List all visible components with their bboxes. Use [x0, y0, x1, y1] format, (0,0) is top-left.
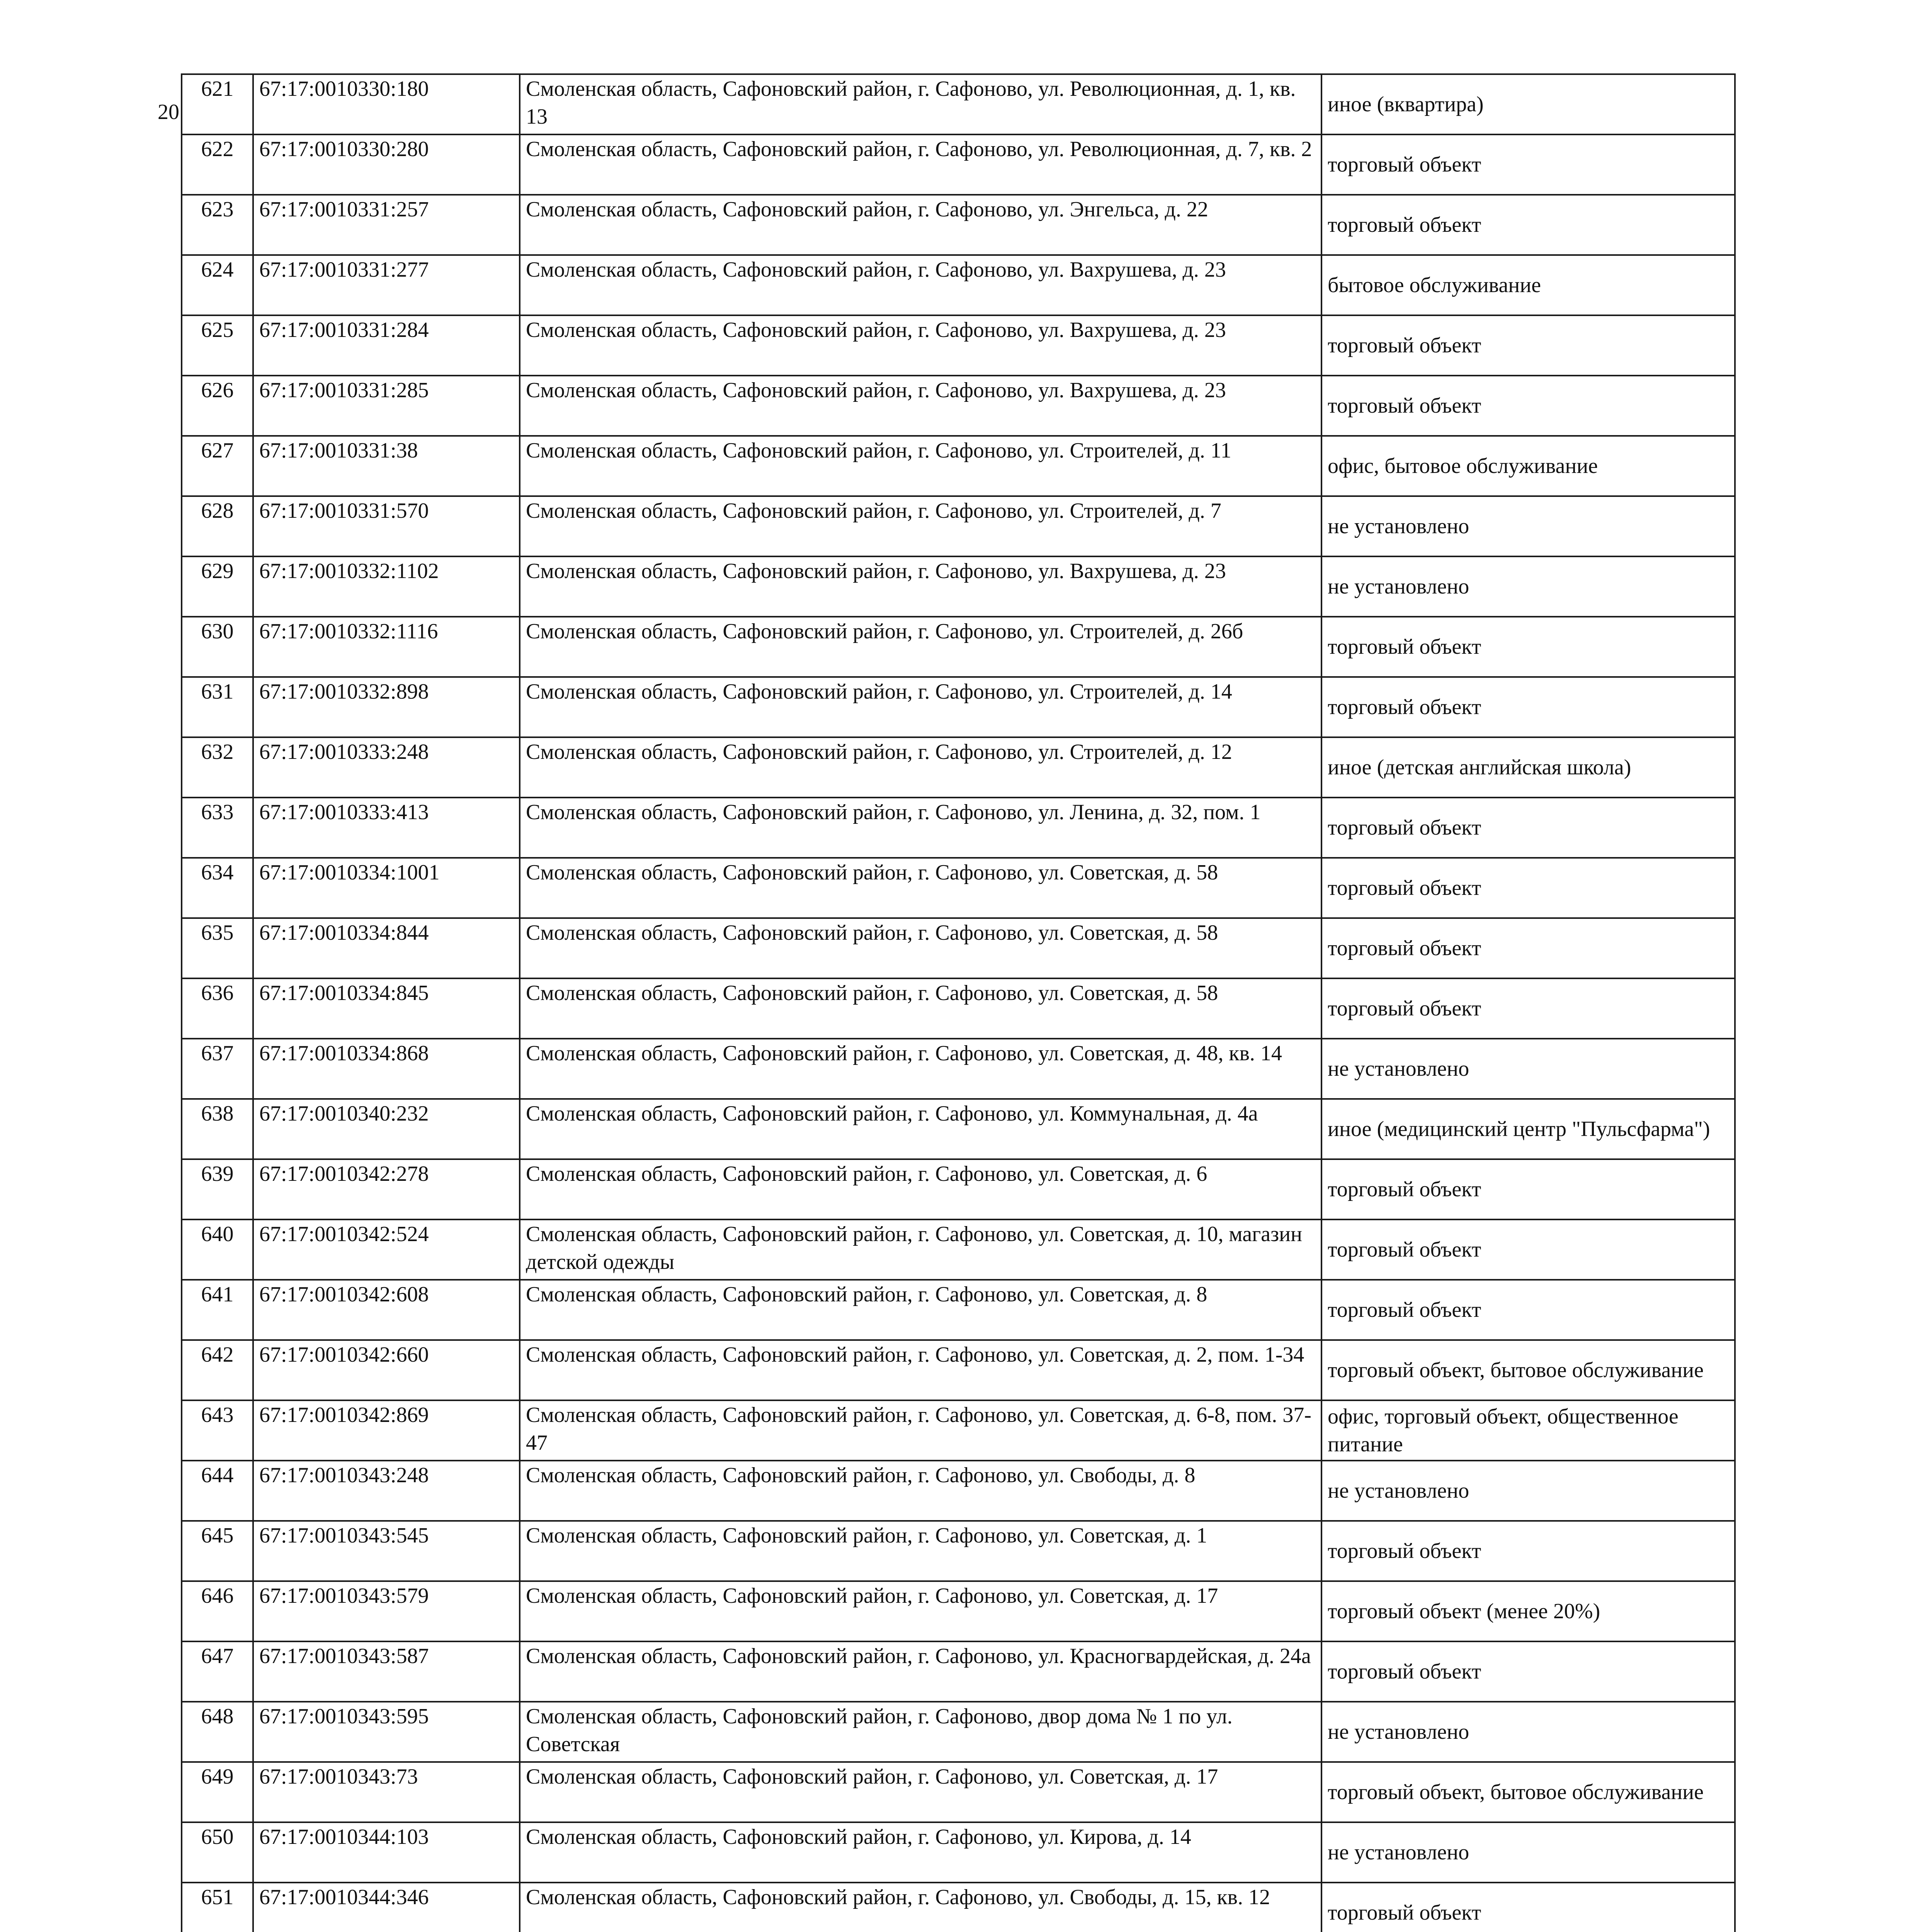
usage-type: торговый объект	[1321, 315, 1735, 376]
usage-type: торговый объект	[1321, 1280, 1735, 1340]
address-cell: Смоленская область, Сафоновский район, г. Сафоново, ул. Советская, д. 58	[520, 978, 1321, 1039]
cadastral-number: 67:17:0010343:587	[253, 1641, 520, 1702]
row-number: 650	[182, 1822, 253, 1883]
cadastral-number: 67:17:0010333:413	[253, 798, 520, 858]
table-row	[182, 1702, 1735, 1762]
property-registry-table	[181, 73, 1736, 1932]
row-number: 622	[182, 134, 253, 195]
row-number: 637	[182, 1039, 253, 1099]
cadastral-number: 67:17:0010331:285	[253, 376, 520, 436]
address-cell: Смоленская область, Сафоновский район, г. Сафоново, ул. Советская, д. 1	[520, 1521, 1321, 1581]
cadastral-number: 67:17:0010332:1102	[253, 556, 520, 617]
table-row	[182, 1340, 1735, 1400]
cadastral-number: 67:17:0010343:579	[253, 1581, 520, 1641]
cadastral-number: 67:17:0010342:608	[253, 1280, 520, 1340]
address-cell: Смоленская область, Сафоновский район, г. Сафоново, ул. Коммунальная, д. 4а	[520, 1099, 1321, 1159]
address-cell: Смоленская область, Сафоновский район, г. Сафоново, ул. Энгельса, д. 22	[520, 195, 1321, 255]
row-number: 626	[182, 376, 253, 436]
row-number: 633	[182, 798, 253, 858]
row-number: 630	[182, 617, 253, 677]
cadastral-number: 67:17:0010332:898	[253, 677, 520, 737]
usage-type: офис, бытовое обслуживание	[1321, 436, 1735, 496]
address-cell: Смоленская область, Сафоновский район, г. Сафоново, ул. Советская, д. 58	[520, 858, 1321, 918]
table-row	[182, 255, 1735, 315]
table-row	[182, 1521, 1735, 1581]
usage-type: бытовое обслуживание	[1321, 255, 1735, 315]
cadastral-number: 67:17:0010331:284	[253, 315, 520, 376]
address-cell: Смоленская область, Сафоновский район, г. Сафоново, ул. Строителей, д. 14	[520, 677, 1321, 737]
cadastral-number: 67:17:0010333:248	[253, 737, 520, 798]
cadastral-number: 67:17:0010344:103	[253, 1822, 520, 1883]
cadastral-number: 67:17:0010343:545	[253, 1521, 520, 1581]
usage-type: торговый объект	[1321, 978, 1735, 1039]
cadastral-number: 67:17:0010343:73	[253, 1762, 520, 1822]
usage-type: торговый объект (менее 20%)	[1321, 1581, 1735, 1641]
row-number: 643	[182, 1400, 253, 1461]
cadastral-number: 67:17:0010334:845	[253, 978, 520, 1039]
row-number: 636	[182, 978, 253, 1039]
table-row	[182, 617, 1735, 677]
address-cell: Смоленская область, Сафоновский район, г. Сафоново, ул. Советская, д. 58	[520, 918, 1321, 978]
usage-type: торговый объект	[1321, 195, 1735, 255]
usage-type: торговый объект	[1321, 1219, 1735, 1280]
row-number: 638	[182, 1099, 253, 1159]
table-row	[182, 195, 1735, 255]
table-row	[182, 1641, 1735, 1702]
table-row	[182, 134, 1735, 195]
usage-type: иное (медицинский центр "Пульсфарма")	[1321, 1099, 1735, 1159]
row-number: 627	[182, 436, 253, 496]
row-number: 628	[182, 496, 253, 556]
address-cell: Смоленская область, Сафоновский район, г. Сафоново, ул. Строителей, д. 11	[520, 436, 1321, 496]
usage-type: офис, торговый объект, общественное питание	[1321, 1400, 1735, 1461]
address-cell: Смоленская область, Сафоновский район, г. Сафоново, ул. Советская, д. 48, кв. 14	[520, 1039, 1321, 1099]
table-row	[182, 1219, 1735, 1280]
row-number: 649	[182, 1762, 253, 1822]
table-row	[182, 737, 1735, 798]
cadastral-number: 67:17:0010334:1001	[253, 858, 520, 918]
row-number: 635	[182, 918, 253, 978]
table-row	[182, 677, 1735, 737]
table-row	[182, 315, 1735, 376]
cadastral-number: 67:17:0010334:844	[253, 918, 520, 978]
cadastral-number: 67:17:0010331:570	[253, 496, 520, 556]
address-cell: Смоленская область, Сафоновский район, г. Сафоново, ул. Вахрушева, д. 23	[520, 376, 1321, 436]
row-number: 645	[182, 1521, 253, 1581]
usage-type: не установлено	[1321, 1702, 1735, 1762]
table-row	[182, 436, 1735, 496]
usage-type: торговый объект	[1321, 918, 1735, 978]
usage-type: торговый объект	[1321, 1521, 1735, 1581]
usage-type: не установлено	[1321, 496, 1735, 556]
cadastral-number: 67:17:0010330:280	[253, 134, 520, 195]
row-number: 646	[182, 1581, 253, 1641]
usage-type: торговый объект	[1321, 1641, 1735, 1702]
cadastral-number: 67:17:0010342:660	[253, 1340, 520, 1400]
table-row	[182, 74, 1735, 134]
row-number: 641	[182, 1280, 253, 1340]
usage-type: торговый объект	[1321, 858, 1735, 918]
row-number: 629	[182, 556, 253, 617]
usage-type: торговый объект, бытовое обслуживание	[1321, 1340, 1735, 1400]
table-row	[182, 1883, 1735, 1932]
address-cell: Смоленская область, Сафоновский район, г. Сафоново, ул. Вахрушева, д. 23	[520, 556, 1321, 617]
cadastral-number: 67:17:0010343:595	[253, 1702, 520, 1762]
table-row	[182, 376, 1735, 436]
usage-type: не установлено	[1321, 556, 1735, 617]
usage-type: торговый объект	[1321, 134, 1735, 195]
usage-type: торговый объект	[1321, 376, 1735, 436]
usage-type: торговый объект	[1321, 1159, 1735, 1219]
table-row	[182, 1099, 1735, 1159]
usage-type: иное (детская английская школа)	[1321, 737, 1735, 798]
cadastral-number: 67:17:0010331:38	[253, 436, 520, 496]
address-cell: Смоленская область, Сафоновский район, г. Сафоново, ул. Вахрушева, д. 23	[520, 255, 1321, 315]
address-cell: Смоленская область, Сафоновский район, г. Сафоново, ул. Строителей, д. 7	[520, 496, 1321, 556]
table-row	[182, 918, 1735, 978]
table-row	[182, 798, 1735, 858]
address-cell: Смоленская область, Сафоновский район, г. Сафоново, ул. Свободы, д. 15, кв. 12	[520, 1883, 1321, 1932]
table-row	[182, 1400, 1735, 1461]
row-number: 632	[182, 737, 253, 798]
address-cell: Смоленская область, Сафоновский район, г. Сафоново, ул. Строителей, д. 12	[520, 737, 1321, 798]
page-number: 20	[158, 100, 179, 124]
usage-type: не установлено	[1321, 1461, 1735, 1521]
table-row	[182, 556, 1735, 617]
address-cell: Смоленская область, Сафоновский район, г. Сафоново, ул. Советская, д. 8	[520, 1280, 1321, 1340]
row-number: 631	[182, 677, 253, 737]
table-row	[182, 1280, 1735, 1340]
table-row	[182, 1581, 1735, 1641]
table-row	[182, 978, 1735, 1039]
table-row	[182, 858, 1735, 918]
row-number: 642	[182, 1340, 253, 1400]
row-number: 648	[182, 1702, 253, 1762]
table-row	[182, 1159, 1735, 1219]
row-number: 651	[182, 1883, 253, 1932]
cadastral-number: 67:17:0010342:869	[253, 1400, 520, 1461]
table-row	[182, 1039, 1735, 1099]
cadastral-number: 67:17:0010344:346	[253, 1883, 520, 1932]
usage-type: иное (вквартира)	[1321, 74, 1735, 134]
cadastral-number: 67:17:0010331:277	[253, 255, 520, 315]
usage-type: не установлено	[1321, 1822, 1735, 1883]
row-number: 621	[182, 74, 253, 134]
usage-type: не установлено	[1321, 1039, 1735, 1099]
usage-type: торговый объект	[1321, 798, 1735, 858]
cadastral-number: 67:17:0010340:232	[253, 1099, 520, 1159]
cadastral-number: 67:17:0010332:1116	[253, 617, 520, 677]
table-row	[182, 1461, 1735, 1521]
row-number: 640	[182, 1219, 253, 1280]
address-cell: Смоленская область, Сафоновский район, г. Сафоново, ул. Советская, д. 6-8, пом. 37-47	[520, 1400, 1321, 1461]
row-number: 625	[182, 315, 253, 376]
table-row	[182, 1762, 1735, 1822]
address-cell: Смоленская область, Сафоновский район, г. Сафоново, ул. Красногвардейская, д. 24а	[520, 1641, 1321, 1702]
row-number: 647	[182, 1641, 253, 1702]
usage-type: торговый объект, бытовое обслуживание	[1321, 1762, 1735, 1822]
address-cell: Смоленская область, Сафоновский район, г. Сафоново, ул. Вахрушева, д. 23	[520, 315, 1321, 376]
cadastral-number: 67:17:0010330:180	[253, 74, 520, 134]
address-cell: Смоленская область, Сафоновский район, г. Сафоново, ул. Советская, д. 17	[520, 1762, 1321, 1822]
usage-type: торговый объект	[1321, 1883, 1735, 1932]
row-number: 623	[182, 195, 253, 255]
cadastral-number: 67:17:0010343:248	[253, 1461, 520, 1521]
row-number: 634	[182, 858, 253, 918]
table-row	[182, 1822, 1735, 1883]
address-cell: Смоленская область, Сафоновский район, г. Сафоново, ул. Советская, д. 10, магазин детской одежды	[520, 1219, 1321, 1280]
table-body	[182, 74, 1735, 1932]
address-cell: Смоленская область, Сафоновский район, г. Сафоново, ул. Ленина, д. 32, пом. 1	[520, 798, 1321, 858]
address-cell: Смоленская область, Сафоновский район, г. Сафоново, ул. Советская, д. 6	[520, 1159, 1321, 1219]
address-cell: Смоленская область, Сафоновский район, г. Сафоново, ул. Свободы, д. 8	[520, 1461, 1321, 1521]
cadastral-number: 67:17:0010331:257	[253, 195, 520, 255]
address-cell: Смоленская область, Сафоновский район, г. Сафоново, ул. Советская, д. 17	[520, 1581, 1321, 1641]
cadastral-number: 67:17:0010342:524	[253, 1219, 520, 1280]
row-number: 624	[182, 255, 253, 315]
address-cell: Смоленская область, Сафоновский район, г. Сафоново, ул. Революционная, д. 7, кв. 2	[520, 134, 1321, 195]
address-cell: Смоленская область, Сафоновский район, г. Сафоново, двор дома № 1 по ул. Советская	[520, 1702, 1321, 1762]
address-cell: Смоленская область, Сафоновский район, г. Сафоново, ул. Строителей, д. 26б	[520, 617, 1321, 677]
cadastral-number: 67:17:0010342:278	[253, 1159, 520, 1219]
address-cell: Смоленская область, Сафоновский район, г. Сафоново, ул. Советская, д. 2, пом. 1-34	[520, 1340, 1321, 1400]
cadastral-number: 67:17:0010334:868	[253, 1039, 520, 1099]
usage-type: торговый объект	[1321, 617, 1735, 677]
usage-type: торговый объект	[1321, 677, 1735, 737]
address-cell: Смоленская область, Сафоновский район, г. Сафоново, ул. Революционная, д. 1, кв. 13	[520, 74, 1321, 134]
address-cell: Смоленская область, Сафоновский район, г. Сафоново, ул. Кирова, д. 14	[520, 1822, 1321, 1883]
row-number: 644	[182, 1461, 253, 1521]
row-number: 639	[182, 1159, 253, 1219]
table-row	[182, 496, 1735, 556]
